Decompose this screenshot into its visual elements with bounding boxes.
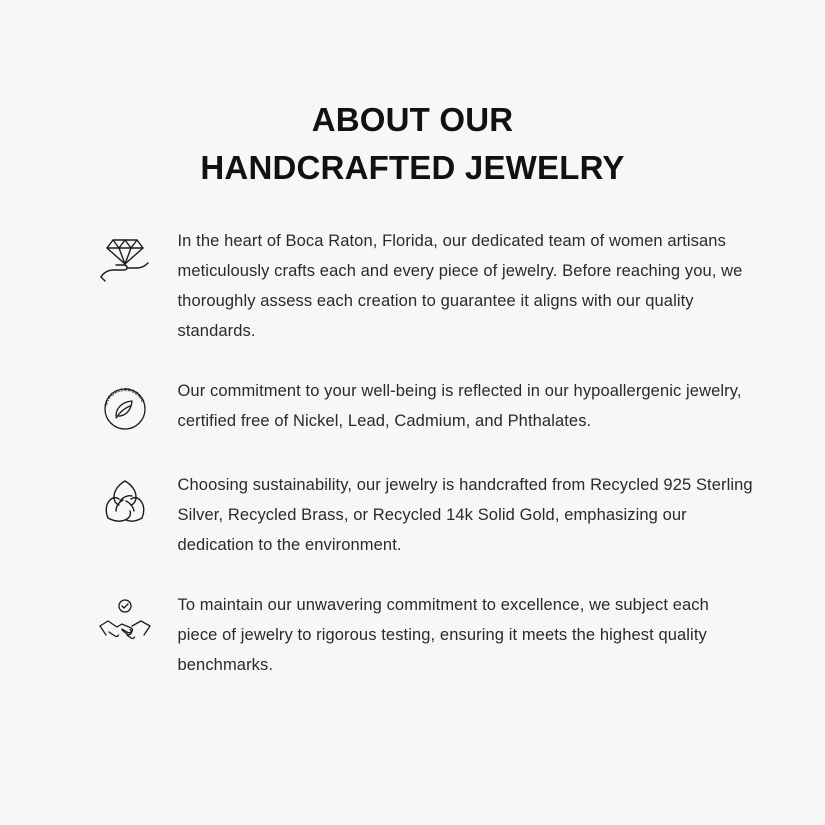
feature-list xyxy=(94,224,754,680)
feature-text: Our commitment to your well-being is reflected in our hypoallergenic jewelry, certified free of Nickel, Lead, Cadmium, and Phthalates. xyxy=(177,382,742,430)
page-title xyxy=(200,96,624,192)
feature-text: Choosing sustainability, our jewelry is handcrafted from Recycled 925 Sterling Silver, Recycled Brass, or Recycled 14k Solid Gold, emphasizing our dedication to the environment. xyxy=(177,476,753,554)
list-item xyxy=(94,468,754,560)
svg-text:HYPOALLERGENIC: HYPOALLERGENIC xyxy=(102,386,146,406)
feature-text: To maintain our unwavering commitment to excellence, we subject each piece of jewelry to rigorous testing, ensuring it meets the highest quality benchmarks. xyxy=(177,596,709,674)
hypoallergenic-leaf-badge-icon xyxy=(94,378,156,440)
list-item xyxy=(94,224,754,346)
page-title-line-2: HANDCRAFTED JEWELRY xyxy=(200,149,625,186)
recycled-leaves-icon xyxy=(94,472,156,534)
page-title-line-1: ABOUT OUR xyxy=(311,101,514,138)
list-item xyxy=(94,588,754,680)
list-item xyxy=(94,374,754,440)
handshake-check-icon xyxy=(94,592,156,654)
diamond-in-hand-icon xyxy=(94,228,156,290)
feature-text: In the heart of Boca Raton, Florida, our dedicated team of women artisans meticulously crafts each and every piece of jewelry. Before reaching you, we thoroughly assess each creation to guarantee it aligns with our quality standards. xyxy=(177,232,743,340)
